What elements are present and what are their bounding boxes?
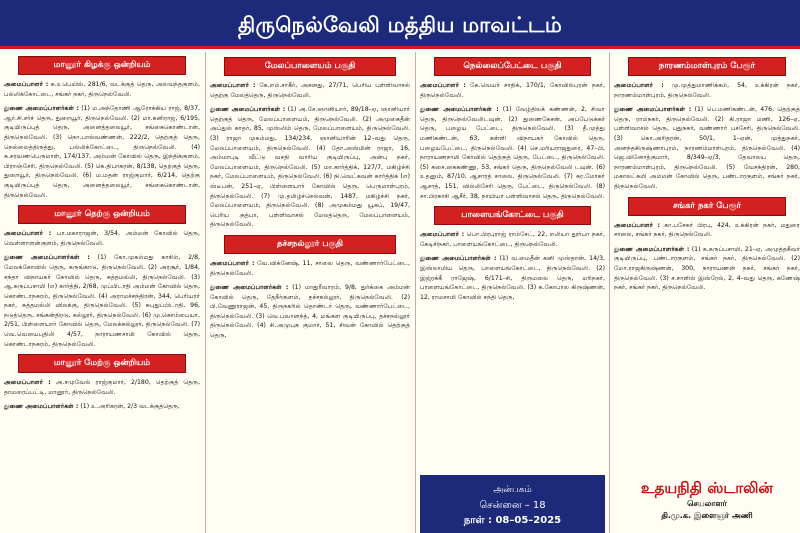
organizer-label: அமைப்பாளர் : (420, 82, 466, 89)
section-heading: தச்சநல்லூர் பகுதி (224, 235, 396, 254)
deputy-label: துணை அமைப்பாளர்கள் : (210, 106, 286, 114)
column-1 (4, 52, 200, 533)
deputy-text: (1) கோ.முகம்மது காசிம், 2/8, மேலக்கோவில் தெரு, கருங்காடு, திருநெல்வேலி. (2) அரசூர், 1/84, சந்தா விநாயகர் கோவில் தெரு, சுத்தமல்லி, திருநெல்வேலி. (3) ஆ.கருப்பசாமி (எ) கார்த்தி, 2/68, முப்பிடாதி அம்மன் கோவில் தெரு, கொண்டாநகரம், திருநெல்வேலி. (4) அராமச்சந்திரன், 344, பெரியார் நகர், சுத்தமல்லி விலக்கு, திருநெல்வேலி. (5) சுபுதுப்பிடாதி, 96, நடுத்தெரு, சங்கன்திரடு, கல்லூர், திருநெல்வேலி. (6) மு.கொம்பையா, 2/51, பிள்ளையார் கோவில் தெரு, மேலக்கல்லூர், திருநெல்வேலி. (7) வெ.வெயைபுதிலி 4/57, நாராயணசாமி கோவில் தெரு, கொண்டாநகரம், திருநெல்வேலி. (4, 254, 200, 348)
section-heading: மானூர் கிழக்கு ஒன்றியம் (18, 56, 186, 75)
organizer-label: அமைப்பாளர் : (614, 221, 660, 229)
deputy-entry (4, 402, 200, 412)
deputy-text: (1) வ.மைதீன் கனி முஸ்தான், 14/3, இஸ்லாமிய தெரு, பாளையங்கோட்டை, திருநெல்வேலி. (2) இஜ்ரக்கீ ராஜேஷ், 6/171–சி, திருமலை தெரு, மரிநகர், பாளையங்கோட்டை, திருநெல்வேலி. (3) க.கோபால கிருஷ்ணன், 12, ராமசாமி கோவில் சந்தி தெரு, (420, 255, 605, 301)
column-2 (210, 52, 410, 533)
organizer-label: அமைப்பாளர் : (614, 82, 664, 89)
organizer-label: அமைப்பாளர் : (4, 81, 49, 88)
deputy-entry (4, 253, 200, 349)
organizer-entry (210, 81, 410, 100)
section-heading: பாளையங்கோட்டை பகுதி (434, 206, 591, 225)
organizer-text: அ.சமுவேல் ராஜ்குமார், 2/180, தெற்குத் தெரு, தாமரைப்பட்டி, மானூர், திருநெல்வேலி. (4, 379, 200, 396)
deputy-text: (1) அ.சே.ஞானியார், 89/18–ஏ, ஞானியார் தெற்குத் தெரு, மேலப்பாளையம், திருநெல்வேலி. (2) அமுகைதீன் அப்துல் காதர், 85, முஸ்லிம் தெரு, மேலப்பாளையம், திருநெல்வேலி. (3) ராஜா முகம்மது, 134/234, ஞானியாரின் 12–வது தெரு, மேலப்பாளையம், திருநெல்வேலி. (4) தோ.அஸ்மின் ராஜா, 16, அம்மாபுடி வீட்டு வசதி வாரிய குடியிருப்பு, அன்பு நகர், மேலப்பாளையம், திருநெல்வேலி. (5) மா.கார்த்திக், 127/7, மகிழ்ச்சி நகர், மேலப்பாளையம், திருநெல்வேலி. (6) நி.வெட்கவன் கார்த்திக் (எ) ஸ்டீபன், 251–ஏ, பிள்ளையார் கோவில் தெரு, பெருமாள்புரம், திருநெல்வேலி. (7) மு.தமிழ்ச்செல்வன், 1487, மகிழ்ச்சி நகர், மேலப்பாளையம், திருநெல்வேலி. (8) அமுகம்மது யூசுப், 19/47, பெரிய குத்பா, பள்ளிவாசல் மேலத்தெரு, மேலப்பாளையம், திருநெல்வேலி. (210, 106, 410, 229)
deputy-label: துணை அமைப்பாளர்கள் : (614, 106, 692, 114)
column-divider (415, 52, 416, 533)
deputy-text: (1) க.கருப்பசாமி, 21–ஏ, அமுத்தகீவர் குடியிருப்பு, பண்டாரகுளம், சங்கர் நகர், திருநெல்வேலி. (2) மோ.ராஜகிருஷ்ணன், 300, நாராயணன் நகர், சங்கர் நகர், திருநெல்வேலி. (3) ச.சாளில் இஸ்ரேல், 2, 4–வது தெரு, கணேஷ் நகர், சங்கர் நகர், திருநெல்வேலி. (614, 245, 800, 292)
signature-block (614, 478, 800, 533)
deputy-entry (614, 245, 800, 293)
organizer-entry (614, 81, 800, 100)
deputy-label: துணை அமைப்பாளர்கள் : (4, 105, 79, 113)
section-heading: மேலப்பாளையம் பகுதி (224, 57, 396, 76)
organizer-text: மு.முத்துமாணிக்கம், 54, உக்கிரன் நகர், நாரணம்மாள்புரம், திருநெல்வேலி. (614, 82, 800, 99)
organizer-entry (210, 259, 410, 278)
deputy-entry (4, 104, 200, 200)
deputy-text: (1) உ.அரிகரன், 2/3 வடக்குத்தெரு, (78, 403, 180, 411)
organizer-entry (420, 230, 605, 249)
column-4 (614, 52, 800, 533)
section-heading: நெல்லைப்பேட்டை பகுதி (434, 57, 591, 76)
column-3 (420, 52, 605, 533)
deputy-label: துணை அமைப்பாளர்கள் : (4, 403, 79, 411)
organizer-text: பொ.பிரபுராஜ் ராம்சேட், 22, எலியா தூர்பா நகர், கேடிசிநகர், பாளையங்கோட்டை, திருநெல்வேலி. (420, 231, 605, 248)
section-heading: நாரணம்மாள்புரம் பேரூர் (628, 57, 786, 76)
deputy-text: (1) மாதுரீவாரம், 9/8, துர்க்கை அம்மன் கோவில் தெரு, தேநீர்குளம், தச்சநல்லூர், திருநெல்வேலி. (2) பி.வேணுராஜன், 45, திருநகரில் தொண்டர் தெரு, வண்ணார்பேட்டை, திருநெல்வேலி. (3) வெ.பவானந்த், 4, மங்கள குடியிருப்பு, தச்சநல்லூர் திருநெல்வேலி. (4) சி.அமுபுக குமார், 51, சிவன் கோவில் தெற்குத் தெரு, (210, 284, 410, 340)
organizer-label: அமைப்பாளர் : (210, 82, 256, 89)
deputy-entry (210, 283, 410, 341)
page-banner (0, 6, 800, 49)
footer-city: சென்னை – 18 (479, 500, 546, 511)
section-heading: மானூர் தெற்கு ஒன்றியம் (18, 205, 186, 224)
organizer-text: பா.மகாராஜன், 3/54, அம்மன் கோவில் தெரு, வெள்ளாளன்குளம், திருநெல்வேலி. (4, 230, 200, 247)
organizer-text: கா.பசேகர் பிரபு, 424, உக்கிரன் நகர், மதுரை சாலை, சங்கர் நகர், திருநெல்வேலி. (614, 221, 800, 239)
organizer-text: கே.எம்.சாகீர், அசனது, 27/71, பெரிய பள்ளிவாசல் தெற்கு மேலத்தெரு, திருநெல்வேலி. (210, 82, 410, 99)
deputy-entry (420, 105, 605, 201)
deputy-text: (1) வேழ்திலக் கண்ணன், 2, சிவா தெரு, திருநெல்வேலிடவுன். (2) துணைகேசன், அப்பேடுக்கர் தெரு, பழைய பேட்டை, திருநெல்வேலி. (3) தீ.முத்து மணிகண்டன், 63, கள்ளி விநாயகர் கோவில் தெரு, பழையபேட்டை, திருநெல்வேலி. (4) செ.மரியராஜதுரை, 47–பி, நாராயணசாமி கோவில் தெற்குத் தெரு, பேட்டை, திருநெல்வேலி. (5) சுசை.கைகண்ணு, 53, சங்கர் தெரு, திருநெல்வேலி டவுன். (6) உதனும், 87/10, ஆசாரத் சாலை, திருநெல்வேலி. (7) சுர.மோகர் ஆசாத், 151, வில்லிசேரி தெரு, பேட்டை, திருநெல்வேலி. (8) சா.பிரகாசி ஆசீர், 38, நாயியா பள்ளிவாசல் தெரு, திருநெல்வேலி. (420, 106, 605, 200)
organizer-text: வே.விக்னேஷ், 11, சாலை தெரு, வண்ணார்பேட்டை, திருநெல்வேலி. (210, 259, 410, 277)
organizer-entry (4, 378, 200, 397)
footer-office: அன்பகம் (493, 485, 532, 495)
deputy-label: துணை அமைப்பாளர்கள் : (614, 245, 690, 253)
deputy-text: (1) பெ.மணிகண்டன், 476, தெற்குத் தெரு, ராம்நகர், திருநெல்வேலி. (2) கி.ராஜா மணி, 126–ஏ, பள்ளிவாசல் தெரு, புதுநகர், வண்ணார் பச்சேரி, திருநெல்வேலி. (3) கொ.அரிதரன், 50/1, 1–ஏன், முத்துநகர், அனந்தகிருஷ்ணாபுரம், நாரணம்மாள்புரம், திருநெல்வேலி. (4) ஜெ.வினோத்குமார், 8/349–ஏ/3, தேவாலய தெரு, நாரணம்மாள்புரம், திருநெல்வேலி. (5) வேசந்திரன், 280, மகாலட்சுமி அம்மன் கோவில் தெரு, பண்டாரகுளம், சங்கர் நகர், திருநெல்வேலி. (614, 106, 800, 190)
page-title: திருநெல்வேலி மத்திய மாவட்டம் (237, 12, 563, 37)
organizer-label: அமைப்பாளர் : (420, 231, 465, 239)
organizer-label: அமைப்பாளர் : (210, 259, 255, 267)
organizer-text: கே.வெயர் சாதிக், 170/1, கோவில்புரன் நகர், திருநெல்வேலி. (420, 82, 605, 99)
deputy-entry (614, 105, 800, 191)
deputy-label: துணை அமைப்பாளர்கள் : (210, 284, 289, 292)
section-heading: சங்கர் நகர் பேரூர் (628, 197, 786, 216)
signatory-role: செயலாளர் (687, 499, 727, 508)
signatory-name: உதயநிதி ஸ்டாலின் (641, 479, 773, 497)
footer-address-box (420, 475, 605, 533)
column-divider (609, 52, 610, 533)
organizer-entry (4, 80, 200, 99)
organizer-label: அமைப்பாளர் : (4, 379, 51, 387)
signatory-wing: தி.மு.க. இளைஞர் அணி (661, 511, 753, 520)
footer-date: நாள் : 08–05–2025 (463, 515, 562, 526)
organizer-text: சு.உபெயில், 281/6, வடக்குத் தெரு, அலவந்தகுளம், பல்லிக்கோட்டை, சங்கர் நகர், திருநெல்வேலி. (4, 81, 200, 98)
deputy-text: (1) ம.அந்தோணி ஆரோக்கிய ராஜ், 8/37, ஆர்.சி.சர்ச் தெரு, துறையூர், திருநெல்வேலி. (2) மா.கனிராஜ், 6/195, குடியிருப்புத் தெரு, அனைத்தலையூர், சங்கைகொண்டான், திருநெல்வேலி. (3) நொ.பால்வண்ணன், 222/2, தெற்குத் தெரு, நெல்லைத்திருத்து, பல்லிக்கோட்டை, திருநெல்வேலி. (4) க.சரவணபெருமாள், 174/137, அம்மன் கோவில் தெரு, இந்திக்குளம், பிராஞ்சேரி, திருநெல்வேலி. (5) கெ.திபாகரன், 8/138, தெற்குத் தெரு, துறையூர், திருநெல்வேலி. (6) ம.மதன் ராஜ்குமார், 6/214, தெற்கு குடியிருப்புத் தெரு, அனைத்தலையூர், சங்கைகொண்டான், திருநெல்வேலி. (4, 105, 200, 199)
deputy-entry (210, 105, 410, 230)
section-heading: மானூர் மேற்கு ஒன்றியம் (18, 354, 186, 373)
organizer-entry (614, 221, 800, 240)
organizer-entry (4, 229, 200, 248)
organizer-entry (420, 81, 605, 100)
organizer-label: அமைப்பாளர் : (4, 230, 52, 238)
deputy-entry (420, 254, 605, 302)
deputy-label: துணை அமைப்பாளர்கள் : (4, 254, 90, 262)
column-divider (205, 52, 206, 533)
deputy-label: துணை அமைப்பாளர்கள் : (420, 255, 497, 263)
deputy-label: துணை அமைப்பாளர்கள் : (420, 106, 499, 114)
